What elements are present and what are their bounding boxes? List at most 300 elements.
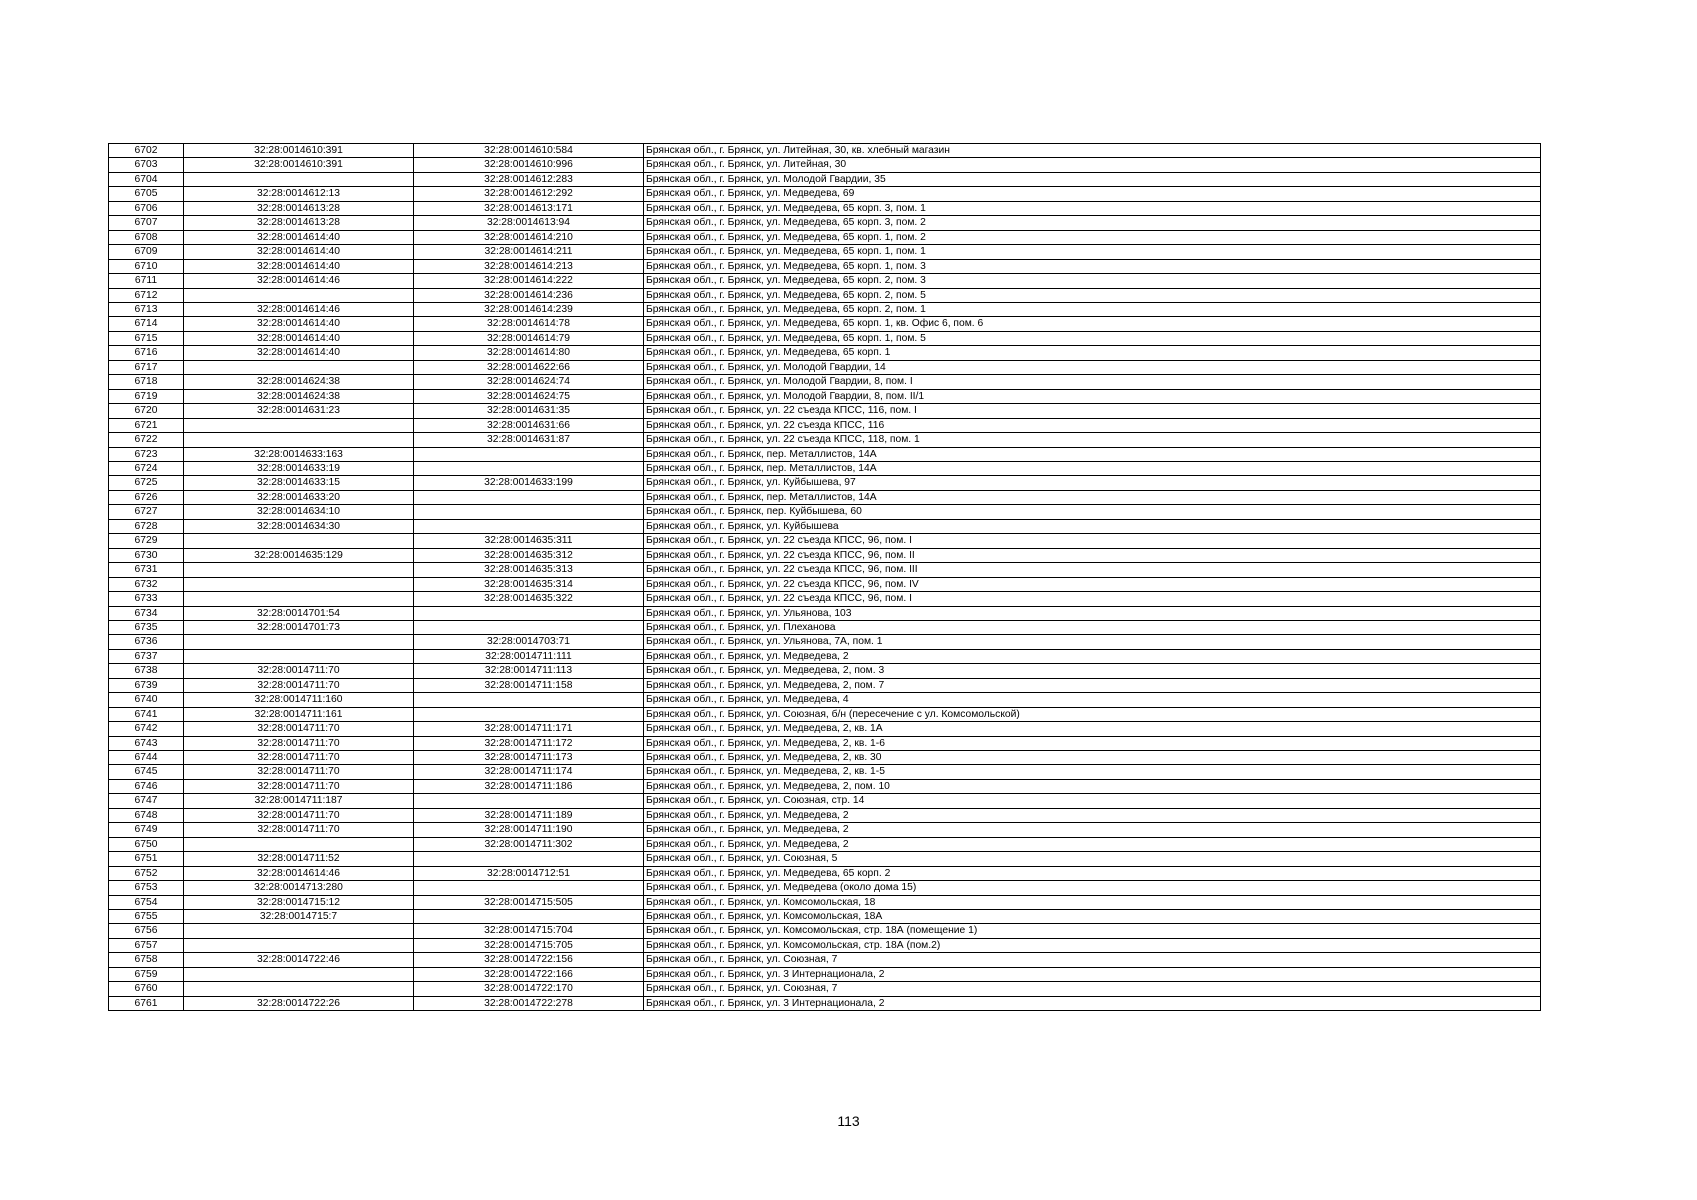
- address-cell: Брянская обл., г. Брянск, ул. Медведева, 2: [644, 808, 1541, 822]
- address-cell: Брянская обл., г. Брянск, ул. Комсомольская, стр. 18А (пом.2): [644, 938, 1541, 952]
- row-number-cell: 6742: [109, 722, 184, 736]
- cadastral-number-cell: 32:28:0014614:40: [184, 245, 414, 259]
- address-cell: Брянская обл., г. Брянск, ул. Комсомольская, 18А: [644, 910, 1541, 924]
- row-number-cell: 6749: [109, 823, 184, 837]
- object-cadastral-number-cell: 32:28:0014711:174: [414, 765, 644, 779]
- cadastral-number-cell: [184, 635, 414, 649]
- row-number-cell: 6760: [109, 982, 184, 996]
- cadastral-number-cell: 32:28:0014711:70: [184, 823, 414, 837]
- table-body: [109, 144, 1541, 1011]
- table-row: [109, 519, 1541, 533]
- object-cadastral-number-cell: 32:28:0014614:211: [414, 245, 644, 259]
- object-cadastral-number-cell: 32:28:0014613:171: [414, 201, 644, 215]
- object-cadastral-number-cell: [414, 910, 644, 924]
- cadastral-number-cell: 32:28:0014631:23: [184, 404, 414, 418]
- row-number-cell: 6756: [109, 924, 184, 938]
- table-row: [109, 779, 1541, 793]
- cadastral-number-cell: 32:28:0014614:40: [184, 230, 414, 244]
- row-number-cell: 6711: [109, 274, 184, 288]
- address-cell: Брянская обл., г. Брянск, ул. Комсомольская, 18: [644, 895, 1541, 909]
- cadastral-number-cell: 32:28:0014711:70: [184, 678, 414, 692]
- object-cadastral-number-cell: 32:28:0014703:71: [414, 635, 644, 649]
- cadastral-number-cell: 32:28:0014711:70: [184, 664, 414, 678]
- object-cadastral-number-cell: 32:28:0014614:239: [414, 302, 644, 316]
- cadastral-number-cell: 32:28:0014722:46: [184, 953, 414, 967]
- cadastral-number-cell: [184, 288, 414, 302]
- table-row: [109, 187, 1541, 201]
- cadastral-number-cell: [184, 433, 414, 447]
- table-row: [109, 461, 1541, 475]
- table-row: [109, 765, 1541, 779]
- table-row: [109, 996, 1541, 1010]
- row-number-cell: 6714: [109, 317, 184, 331]
- object-cadastral-number-cell: 32:28:0014614:78: [414, 317, 644, 331]
- cadastral-number-cell: 32:28:0014614:40: [184, 331, 414, 345]
- table-row: [109, 216, 1541, 230]
- row-number-cell: 6744: [109, 751, 184, 765]
- row-number-cell: 6752: [109, 866, 184, 880]
- row-number-cell: 6709: [109, 245, 184, 259]
- cadastral-number-cell: 32:28:0014711:70: [184, 808, 414, 822]
- object-cadastral-number-cell: 32:28:0014715:704: [414, 924, 644, 938]
- object-cadastral-number-cell: 32:28:0014635:312: [414, 548, 644, 562]
- address-cell: Брянская обл., г. Брянск, ул. Союзная, стр. 14: [644, 794, 1541, 808]
- address-cell: Брянская обл., г. Брянск, ул. Медведева, 65 корп. 2: [644, 866, 1541, 880]
- address-cell: Брянская обл., г. Брянск, ул. Плеханова: [644, 620, 1541, 634]
- row-number-cell: 6761: [109, 996, 184, 1010]
- cadastral-number-cell: [184, 982, 414, 996]
- cadastral-number-cell: 32:28:0014613:28: [184, 216, 414, 230]
- address-cell: Брянская обл., г. Брянск, ул. Союзная, б/н (пересечение с ул. Комсомольской): [644, 707, 1541, 721]
- object-cadastral-number-cell: 32:28:0014711:172: [414, 736, 644, 750]
- object-cadastral-number-cell: [414, 881, 644, 895]
- table-row: [109, 722, 1541, 736]
- row-number-cell: 6726: [109, 490, 184, 504]
- table-row: [109, 476, 1541, 490]
- table-row: [109, 331, 1541, 345]
- row-number-cell: 6739: [109, 678, 184, 692]
- address-cell: Брянская обл., г. Брянск, ул. Медведева, 2, пом. 10: [644, 779, 1541, 793]
- table-row: [109, 707, 1541, 721]
- row-number-cell: 6736: [109, 635, 184, 649]
- object-cadastral-number-cell: [414, 519, 644, 533]
- cadastral-number-cell: 32:28:0014711:70: [184, 736, 414, 750]
- row-number-cell: 6738: [109, 664, 184, 678]
- object-cadastral-number-cell: 32:28:0014635:314: [414, 577, 644, 591]
- table-row: [109, 158, 1541, 172]
- row-number-cell: 6717: [109, 360, 184, 374]
- page-number: 113: [837, 1113, 860, 1129]
- cadastral-number-cell: 32:28:0014711:160: [184, 693, 414, 707]
- address-cell: Брянская обл., г. Брянск, ул. Медведева, 65 корп. 1, пом. 3: [644, 259, 1541, 273]
- object-cadastral-number-cell: 32:28:0014711:111: [414, 649, 644, 663]
- address-cell: Брянская обл., г. Брянск, ул. 22 съезда КПСС, 96, пом. II: [644, 548, 1541, 562]
- object-cadastral-number-cell: 32:28:0014712:51: [414, 866, 644, 880]
- address-cell: Брянская обл., г. Брянск, пер. Куйбышева, 60: [644, 505, 1541, 519]
- row-number-cell: 6705: [109, 187, 184, 201]
- object-cadastral-number-cell: [414, 447, 644, 461]
- address-cell: Брянская обл., г. Брянск, ул. Ульянова, 7А, пом. 1: [644, 635, 1541, 649]
- table-row: [109, 360, 1541, 374]
- row-number-cell: 6721: [109, 418, 184, 432]
- cadastral-number-cell: 32:28:0014722:26: [184, 996, 414, 1010]
- object-cadastral-number-cell: 32:28:0014614:80: [414, 346, 644, 360]
- object-cadastral-number-cell: [414, 606, 644, 620]
- address-cell: Брянская обл., г. Брянск, ул. 22 съезда КПСС, 116, пом. I: [644, 404, 1541, 418]
- object-cadastral-number-cell: 32:28:0014635:313: [414, 563, 644, 577]
- cadastral-number-cell: 32:28:0014711:70: [184, 722, 414, 736]
- address-cell: Брянская обл., г. Брянск, ул. Медведева, 65 корп. 2, пом. 1: [644, 302, 1541, 316]
- object-cadastral-number-cell: 32:28:0014711:189: [414, 808, 644, 822]
- cadastral-number-cell: 32:28:0014711:70: [184, 765, 414, 779]
- address-cell: Брянская обл., г. Брянск, ул. Союзная, 7: [644, 953, 1541, 967]
- table-row: [109, 548, 1541, 562]
- row-number-cell: 6731: [109, 563, 184, 577]
- address-cell: Брянская обл., г. Брянск, ул. Медведева, 2: [644, 823, 1541, 837]
- table-row: [109, 837, 1541, 851]
- table-row: [109, 563, 1541, 577]
- object-cadastral-number-cell: [414, 707, 644, 721]
- row-number-cell: 6713: [109, 302, 184, 316]
- cadastral-number-cell: 32:28:0014614:46: [184, 274, 414, 288]
- cadastral-number-cell: [184, 534, 414, 548]
- row-number-cell: 6759: [109, 967, 184, 981]
- address-cell: Брянская обл., г. Брянск, ул. Литейная, 30, кв. хлебный магазин: [644, 144, 1541, 158]
- table-row: [109, 808, 1541, 822]
- table-row: [109, 982, 1541, 996]
- address-cell: Брянская обл., г. Брянск, ул. Молодой Гвардии, 35: [644, 172, 1541, 186]
- row-number-cell: 6758: [109, 953, 184, 967]
- table-row: [109, 664, 1541, 678]
- table-row: [109, 678, 1541, 692]
- table-row: [109, 620, 1541, 634]
- object-cadastral-number-cell: 32:28:0014610:996: [414, 158, 644, 172]
- address-cell: Брянская обл., г. Брянск, ул. Медведева, 65 корп. 2, пом. 3: [644, 274, 1541, 288]
- row-number-cell: 6733: [109, 592, 184, 606]
- address-cell: Брянская обл., г. Брянск, ул. Куйбышева: [644, 519, 1541, 533]
- cadastral-number-cell: 32:28:0014635:129: [184, 548, 414, 562]
- address-cell: Брянская обл., г. Брянск, ул. Медведева, 69: [644, 187, 1541, 201]
- table-row: [109, 389, 1541, 403]
- row-number-cell: 6748: [109, 808, 184, 822]
- object-cadastral-number-cell: 32:28:0014635:322: [414, 592, 644, 606]
- object-cadastral-number-cell: 32:28:0014614:210: [414, 230, 644, 244]
- object-cadastral-number-cell: 32:28:0014711:173: [414, 751, 644, 765]
- table-row: [109, 172, 1541, 186]
- cadastral-number-cell: [184, 360, 414, 374]
- table-row: [109, 433, 1541, 447]
- table-row: [109, 852, 1541, 866]
- table-row: [109, 418, 1541, 432]
- row-number-cell: 6702: [109, 144, 184, 158]
- table-row: [109, 201, 1541, 215]
- cadastral-number-cell: 32:28:0014614:40: [184, 317, 414, 331]
- object-cadastral-number-cell: 32:28:0014711:113: [414, 664, 644, 678]
- row-number-cell: 6727: [109, 505, 184, 519]
- cadastral-number-cell: 32:28:0014633:15: [184, 476, 414, 490]
- cadastral-number-cell: 32:28:0014633:19: [184, 461, 414, 475]
- row-number-cell: 6745: [109, 765, 184, 779]
- object-cadastral-number-cell: [414, 693, 644, 707]
- address-cell: Брянская обл., г. Брянск, ул. Медведева, 4: [644, 693, 1541, 707]
- object-cadastral-number-cell: 32:28:0014722:166: [414, 967, 644, 981]
- cadastral-number-cell: 32:28:0014612:13: [184, 187, 414, 201]
- address-cell: Брянская обл., г. Брянск, ул. 22 съезда КПСС, 96, пом. IV: [644, 577, 1541, 591]
- address-cell: Брянская обл., г. Брянск, ул. Медведева, 2, пом. 7: [644, 678, 1541, 692]
- address-cell: Брянская обл., г. Брянск, ул. Медведева, 2, кв. 1-6: [644, 736, 1541, 750]
- table-row: [109, 736, 1541, 750]
- address-cell: Брянская обл., г. Брянск, ул. Медведева, 65 корп. 3, пом. 2: [644, 216, 1541, 230]
- row-number-cell: 6716: [109, 346, 184, 360]
- row-number-cell: 6719: [109, 389, 184, 403]
- row-number-cell: 6754: [109, 895, 184, 909]
- address-cell: Брянская обл., г. Брянск, ул. Союзная, 7: [644, 982, 1541, 996]
- cadastral-number-cell: 32:28:0014610:391: [184, 144, 414, 158]
- row-number-cell: 6708: [109, 230, 184, 244]
- row-number-cell: 6723: [109, 447, 184, 461]
- object-cadastral-number-cell: 32:28:0014622:66: [414, 360, 644, 374]
- table-row: [109, 823, 1541, 837]
- row-number-cell: 6735: [109, 620, 184, 634]
- row-number-cell: 6741: [109, 707, 184, 721]
- object-cadastral-number-cell: 32:28:0014631:35: [414, 404, 644, 418]
- object-cadastral-number-cell: 32:28:0014711:190: [414, 823, 644, 837]
- object-cadastral-number-cell: 32:28:0014715:705: [414, 938, 644, 952]
- cadastral-number-cell: 32:28:0014633:20: [184, 490, 414, 504]
- row-number-cell: 6704: [109, 172, 184, 186]
- cadastral-number-cell: 32:28:0014711:161: [184, 707, 414, 721]
- cadastral-number-cell: 32:28:0014701:73: [184, 620, 414, 634]
- address-cell: Брянская обл., г. Брянск, ул. Молодой Гвардии, 8, пом. II/1: [644, 389, 1541, 403]
- object-cadastral-number-cell: 32:28:0014711:302: [414, 837, 644, 851]
- address-cell: Брянская обл., г. Брянск, ул. 3 Интернационала, 2: [644, 967, 1541, 981]
- row-number-cell: 6755: [109, 910, 184, 924]
- row-number-cell: 6724: [109, 461, 184, 475]
- table-row: [109, 751, 1541, 765]
- table-row: [109, 259, 1541, 273]
- address-cell: Брянская обл., г. Брянск, ул. Ульянова, 103: [644, 606, 1541, 620]
- row-number-cell: 6718: [109, 375, 184, 389]
- address-cell: Брянская обл., г. Брянск, ул. Союзная, 5: [644, 852, 1541, 866]
- cadastral-number-cell: 32:28:0014715:12: [184, 895, 414, 909]
- cadastral-number-cell: 32:28:0014701:54: [184, 606, 414, 620]
- row-number-cell: 6722: [109, 433, 184, 447]
- table-row: [109, 144, 1541, 158]
- object-cadastral-number-cell: 32:28:0014631:87: [414, 433, 644, 447]
- cadastral-number-cell: 32:28:0014613:28: [184, 201, 414, 215]
- object-cadastral-number-cell: 32:28:0014612:292: [414, 187, 644, 201]
- cadastral-number-cell: [184, 837, 414, 851]
- address-cell: Брянская обл., г. Брянск, ул. Медведева, 65 корп. 1: [644, 346, 1541, 360]
- address-cell: Брянская обл., г. Брянск, ул. 3 Интернационала, 2: [644, 996, 1541, 1010]
- data-table: [108, 143, 1541, 1011]
- row-number-cell: 6730: [109, 548, 184, 562]
- row-number-cell: 6720: [109, 404, 184, 418]
- cadastral-number-cell: 32:28:0014711:70: [184, 751, 414, 765]
- address-cell: Брянская обл., г. Брянск, ул. Медведева (около дома 15): [644, 881, 1541, 895]
- cadastral-number-cell: 32:28:0014614:40: [184, 259, 414, 273]
- row-number-cell: 6753: [109, 881, 184, 895]
- table-row: [109, 910, 1541, 924]
- table-row: [109, 375, 1541, 389]
- table-row: [109, 245, 1541, 259]
- row-number-cell: 6706: [109, 201, 184, 215]
- address-cell: Брянская обл., г. Брянск, ул. Медведева, 2: [644, 649, 1541, 663]
- address-cell: Брянская обл., г. Брянск, ул. Молодой Гвардии, 14: [644, 360, 1541, 374]
- object-cadastral-number-cell: [414, 852, 644, 866]
- row-number-cell: 6729: [109, 534, 184, 548]
- row-number-cell: 6707: [109, 216, 184, 230]
- object-cadastral-number-cell: 32:28:0014711:186: [414, 779, 644, 793]
- object-cadastral-number-cell: 32:28:0014614:213: [414, 259, 644, 273]
- cadastral-number-cell: [184, 577, 414, 591]
- cadastral-number-cell: 32:28:0014624:38: [184, 375, 414, 389]
- row-number-cell: 6728: [109, 519, 184, 533]
- cadastral-number-cell: 32:28:0014610:391: [184, 158, 414, 172]
- row-number-cell: 6734: [109, 606, 184, 620]
- table-row: [109, 606, 1541, 620]
- address-cell: Брянская обл., г. Брянск, пер. Металлистов, 14А: [644, 447, 1541, 461]
- address-cell: Брянская обл., г. Брянск, ул. Литейная, 30: [644, 158, 1541, 172]
- row-number-cell: 6715: [109, 331, 184, 345]
- table-row: [109, 230, 1541, 244]
- table-row: [109, 866, 1541, 880]
- address-cell: Брянская обл., г. Брянск, ул. Куйбышева, 97: [644, 476, 1541, 490]
- object-cadastral-number-cell: [414, 794, 644, 808]
- object-cadastral-number-cell: 32:28:0014612:283: [414, 172, 644, 186]
- row-number-cell: 6725: [109, 476, 184, 490]
- table-row: [109, 881, 1541, 895]
- table-row: [109, 490, 1541, 504]
- address-cell: Брянская обл., г. Брянск, ул. 22 съезда КПСС, 96, пом. III: [644, 563, 1541, 577]
- address-cell: Брянская обл., г. Брянск, ул. Медведева, 2, пом. 3: [644, 664, 1541, 678]
- object-cadastral-number-cell: [414, 620, 644, 634]
- object-cadastral-number-cell: 32:28:0014722:156: [414, 953, 644, 967]
- table-row: [109, 505, 1541, 519]
- cadastral-number-cell: [184, 418, 414, 432]
- table-row: [109, 924, 1541, 938]
- row-number-cell: 6740: [109, 693, 184, 707]
- table-row: [109, 967, 1541, 981]
- row-number-cell: 6750: [109, 837, 184, 851]
- table-row: [109, 592, 1541, 606]
- object-cadastral-number-cell: 32:28:0014614:79: [414, 331, 644, 345]
- address-cell: Брянская обл., г. Брянск, ул. Медведева, 2, кв. 30: [644, 751, 1541, 765]
- table-row: [109, 404, 1541, 418]
- address-cell: Брянская обл., г. Брянск, ул. Медведева, 65 корп. 2, пом. 5: [644, 288, 1541, 302]
- object-cadastral-number-cell: 32:28:0014711:171: [414, 722, 644, 736]
- table-row: [109, 635, 1541, 649]
- object-cadastral-number-cell: 32:28:0014614:222: [414, 274, 644, 288]
- row-number-cell: 6743: [109, 736, 184, 750]
- address-cell: Брянская обл., г. Брянск, пер. Металлистов, 14А: [644, 490, 1541, 504]
- address-cell: Брянская обл., г. Брянск, ул. Комсомольская, стр. 18А (помещение 1): [644, 924, 1541, 938]
- table-row: [109, 794, 1541, 808]
- object-cadastral-number-cell: 32:28:0014635:311: [414, 534, 644, 548]
- object-cadastral-number-cell: 32:28:0014715:505: [414, 895, 644, 909]
- cadastral-number-cell: 32:28:0014614:46: [184, 866, 414, 880]
- object-cadastral-number-cell: 32:28:0014614:236: [414, 288, 644, 302]
- object-cadastral-number-cell: 32:28:0014631:66: [414, 418, 644, 432]
- address-cell: Брянская обл., г. Брянск, ул. Медведева, 2, кв. 1-5: [644, 765, 1541, 779]
- cadastral-number-cell: [184, 924, 414, 938]
- cadastral-number-cell: 32:28:0014633:163: [184, 447, 414, 461]
- address-cell: Брянская обл., г. Брянск, ул. Медведева, 2, кв. 1А: [644, 722, 1541, 736]
- cadastral-number-cell: 32:28:0014634:10: [184, 505, 414, 519]
- address-cell: Брянская обл., г. Брянск, пер. Металлистов, 14А: [644, 461, 1541, 475]
- address-cell: Брянская обл., г. Брянск, ул. 22 съезда КПСС, 96, пом. I: [644, 592, 1541, 606]
- address-cell: Брянская обл., г. Брянск, ул. 22 съезда КПСС, 116: [644, 418, 1541, 432]
- address-cell: Брянская обл., г. Брянск, ул. 22 съезда КПСС, 96, пом. I: [644, 534, 1541, 548]
- table-row: [109, 693, 1541, 707]
- cadastral-number-cell: 32:28:0014711:52: [184, 852, 414, 866]
- address-cell: Брянская обл., г. Брянск, ул. Медведева, 65 корп. 3, пом. 1: [644, 201, 1541, 215]
- address-cell: Брянская обл., г. Брянск, ул. Медведева, 65 корп. 1, кв. Офис 6, пом. 6: [644, 317, 1541, 331]
- object-cadastral-number-cell: 32:28:0014624:75: [414, 389, 644, 403]
- address-cell: Брянская обл., г. Брянск, ул. 22 съезда КПСС, 118, пом. 1: [644, 433, 1541, 447]
- address-cell: Брянская обл., г. Брянск, ул. Медведева, 2: [644, 837, 1541, 851]
- row-number-cell: 6703: [109, 158, 184, 172]
- table-row: [109, 895, 1541, 909]
- cadastral-number-cell: [184, 967, 414, 981]
- table-row: [109, 274, 1541, 288]
- object-cadastral-number-cell: 32:28:0014610:584: [414, 144, 644, 158]
- table-row: [109, 302, 1541, 316]
- table-row: [109, 317, 1541, 331]
- table-row: [109, 534, 1541, 548]
- address-cell: Брянская обл., г. Брянск, ул. Молодой Гвардии, 8, пом. I: [644, 375, 1541, 389]
- address-cell: Брянская обл., г. Брянск, ул. Медведева, 65 корп. 1, пом. 2: [644, 230, 1541, 244]
- row-number-cell: 6712: [109, 288, 184, 302]
- cadastral-number-cell: [184, 172, 414, 186]
- object-cadastral-number-cell: 32:28:0014711:158: [414, 678, 644, 692]
- cadastral-number-cell: 32:28:0014624:38: [184, 389, 414, 403]
- cadastral-number-cell: [184, 592, 414, 606]
- row-number-cell: 6747: [109, 794, 184, 808]
- cadastral-number-cell: 32:28:0014711:70: [184, 779, 414, 793]
- address-cell: Брянская обл., г. Брянск, ул. Медведева, 65 корп. 1, пом. 5: [644, 331, 1541, 345]
- table-row: [109, 288, 1541, 302]
- cadastral-number-cell: [184, 649, 414, 663]
- object-cadastral-number-cell: 32:28:0014722:278: [414, 996, 644, 1010]
- cadastral-number-cell: 32:28:0014614:40: [184, 346, 414, 360]
- table-row: [109, 953, 1541, 967]
- table-row: [109, 346, 1541, 360]
- row-number-cell: 6710: [109, 259, 184, 273]
- cadastral-number-cell: 32:28:0014614:46: [184, 302, 414, 316]
- table-row: [109, 938, 1541, 952]
- row-number-cell: 6757: [109, 938, 184, 952]
- cadastral-number-cell: 32:28:0014715:7: [184, 910, 414, 924]
- cadastral-number-cell: 32:28:0014634:30: [184, 519, 414, 533]
- table-row: [109, 577, 1541, 591]
- object-cadastral-number-cell: [414, 490, 644, 504]
- object-cadastral-number-cell: 32:28:0014624:74: [414, 375, 644, 389]
- object-cadastral-number-cell: [414, 505, 644, 519]
- table-row: [109, 447, 1541, 461]
- cadastral-number-cell: [184, 938, 414, 952]
- object-cadastral-number-cell: 32:28:0014722:170: [414, 982, 644, 996]
- row-number-cell: 6737: [109, 649, 184, 663]
- object-cadastral-number-cell: 32:28:0014633:199: [414, 476, 644, 490]
- row-number-cell: 6751: [109, 852, 184, 866]
- cadastral-number-cell: 32:28:0014713:280: [184, 881, 414, 895]
- row-number-cell: 6746: [109, 779, 184, 793]
- cadastral-number-cell: 32:28:0014711:187: [184, 794, 414, 808]
- row-number-cell: 6732: [109, 577, 184, 591]
- table-row: [109, 649, 1541, 663]
- address-cell: Брянская обл., г. Брянск, ул. Медведева, 65 корп. 1, пом. 1: [644, 245, 1541, 259]
